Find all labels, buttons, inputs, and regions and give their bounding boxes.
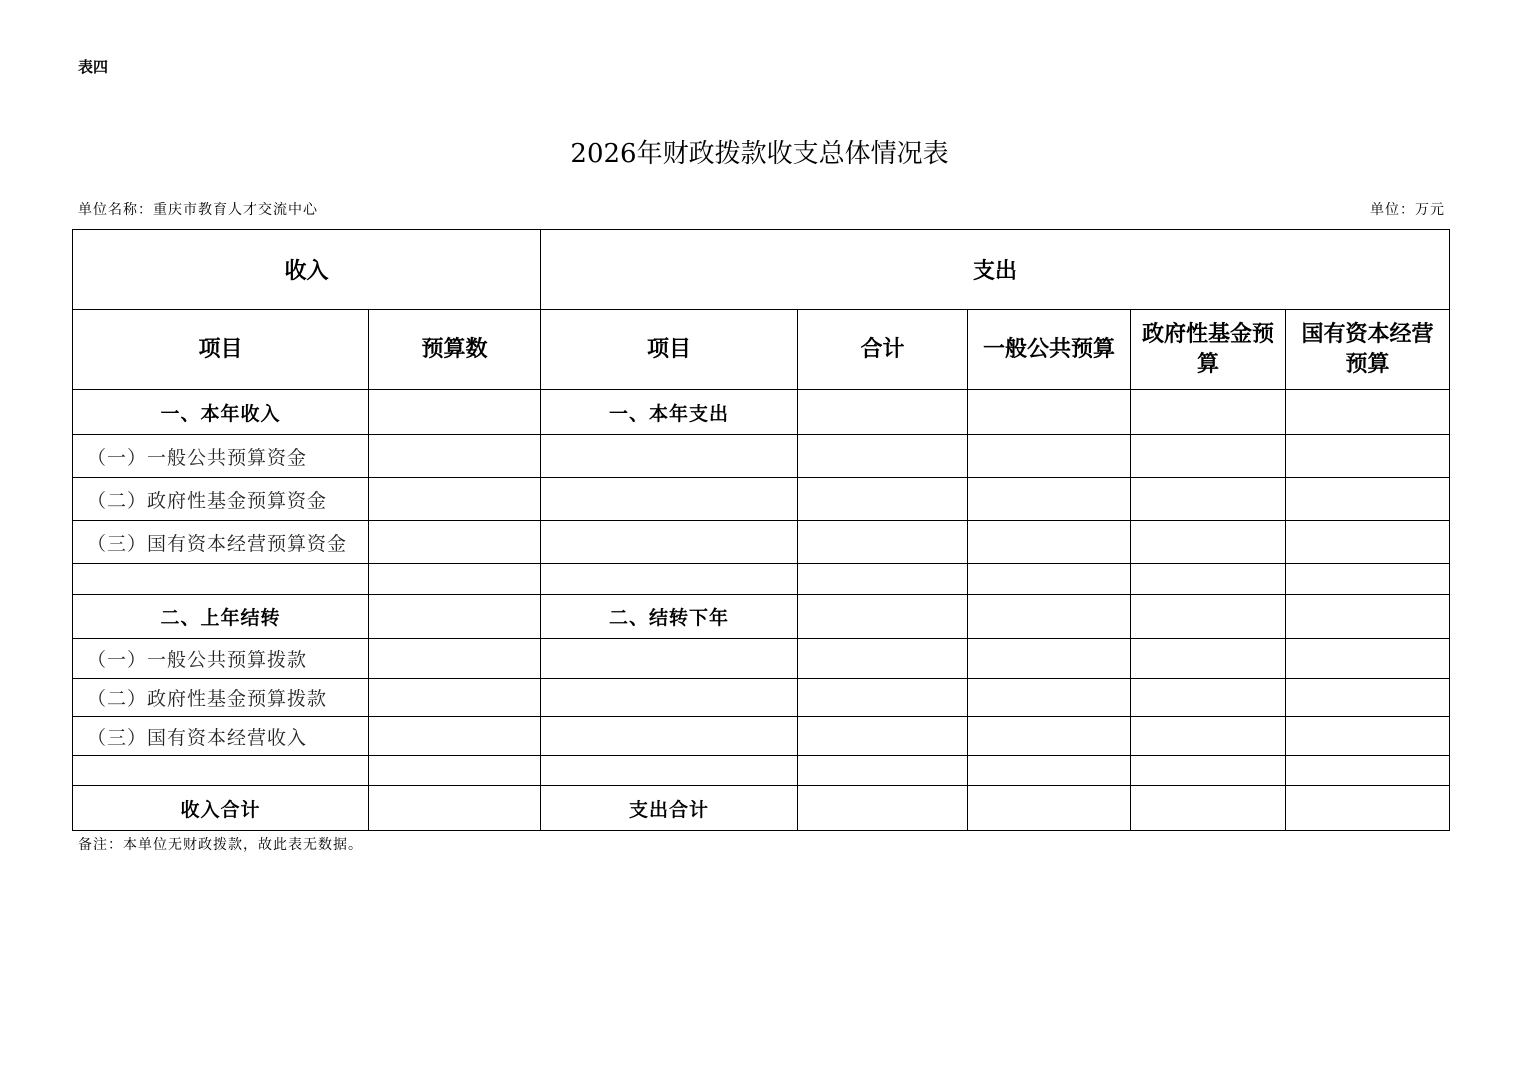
- empty-cell: [541, 756, 798, 786]
- empty-cell: [968, 521, 1131, 564]
- carry-state-capital-cell: （三）国有资本经营收入: [73, 717, 369, 756]
- total-header: 合计: [798, 310, 968, 390]
- empty-cell: [369, 595, 541, 639]
- empty-cell: [1131, 639, 1286, 679]
- empty-cell: [798, 564, 968, 595]
- expense-item-header: 项目: [541, 310, 798, 390]
- empty-cell: [1286, 786, 1450, 831]
- empty-cell: [1286, 679, 1450, 717]
- table-row: [73, 435, 1450, 478]
- empty-cell: [1131, 679, 1286, 717]
- empty-cell: [541, 717, 798, 756]
- empty-cell: [798, 521, 968, 564]
- unit-label: 单位：万元: [1370, 202, 1445, 218]
- empty-cell: [798, 717, 968, 756]
- state-capital-budget-header: 国有资本经营预算: [1286, 310, 1450, 390]
- empty-cell: [369, 639, 541, 679]
- income-general-cell: （一）一般公共预算资金: [73, 435, 369, 478]
- empty-cell: [1131, 595, 1286, 639]
- empty-cell: [369, 786, 541, 831]
- table-row: [73, 639, 1450, 679]
- income-gov-fund-cell: （二）政府性基金预算资金: [73, 478, 369, 521]
- empty-cell: [541, 679, 798, 717]
- empty-cell: [798, 595, 968, 639]
- income-current-year-cell: 一、本年收入: [73, 390, 369, 435]
- unit-name-label: 单位名称：重庆市教育人才交流中心: [78, 202, 318, 218]
- carry-general-cell: （一）一般公共预算拨款: [73, 639, 369, 679]
- empty-cell: [798, 679, 968, 717]
- expense-total-cell: 支出合计: [541, 786, 798, 831]
- empty-cell: [369, 390, 541, 435]
- table-row: [73, 564, 1450, 595]
- empty-cell: [798, 390, 968, 435]
- table-row: [73, 717, 1450, 756]
- table-row: [73, 521, 1450, 564]
- income-budget-header: 预算数: [369, 310, 541, 390]
- empty-cell: [1286, 756, 1450, 786]
- table-row: [73, 756, 1450, 786]
- expense-carry-next-cell: 二、结转下年: [541, 595, 798, 639]
- empty-cell: [968, 679, 1131, 717]
- empty-cell: [1131, 478, 1286, 521]
- empty-cell: [798, 786, 968, 831]
- empty-cell: [798, 756, 968, 786]
- table-label: 表四: [78, 58, 109, 76]
- empty-cell: [968, 786, 1131, 831]
- gov-fund-budget-header: 政府性基金预算: [1131, 310, 1286, 390]
- budget-table: [72, 229, 1450, 831]
- empty-cell: [369, 435, 541, 478]
- empty-cell: [369, 564, 541, 595]
- empty-cell: [1286, 717, 1450, 756]
- empty-cell: [541, 521, 798, 564]
- footnote: 备注：本单位无财政拨款，故此表无数据。: [78, 837, 363, 853]
- empty-cell: [798, 435, 968, 478]
- income-header: 收入: [73, 230, 541, 310]
- empty-cell: [1131, 564, 1286, 595]
- empty-cell: [968, 435, 1131, 478]
- empty-cell: [1131, 756, 1286, 786]
- page-title: 2026年财政拨款收支总体情况表: [570, 139, 949, 169]
- empty-cell: [968, 595, 1131, 639]
- empty-cell: [798, 639, 968, 679]
- table-row: [73, 390, 1450, 435]
- empty-cell: [369, 717, 541, 756]
- empty-cell: [541, 478, 798, 521]
- empty-cell: [1286, 435, 1450, 478]
- empty-cell: [1131, 390, 1286, 435]
- empty-cell: [968, 639, 1131, 679]
- table-row: [73, 595, 1450, 639]
- empty-cell: [1286, 564, 1450, 595]
- empty-cell: [369, 756, 541, 786]
- income-state-capital-cell: （三）国有资本经营预算资金: [73, 521, 369, 564]
- empty-cell: [1286, 595, 1450, 639]
- empty-cell: [1131, 435, 1286, 478]
- header-row-1: [73, 230, 1450, 310]
- empty-cell: [968, 756, 1131, 786]
- table-row: [73, 478, 1450, 521]
- income-total-cell: 收入合计: [73, 786, 369, 831]
- empty-cell: [541, 639, 798, 679]
- empty-cell: [1286, 639, 1450, 679]
- empty-cell: [1286, 390, 1450, 435]
- empty-cell: [369, 478, 541, 521]
- table-row: [73, 679, 1450, 717]
- empty-cell: [798, 478, 968, 521]
- income-item-header: 项目: [73, 310, 369, 390]
- empty-cell: [73, 756, 369, 786]
- empty-cell: [1131, 786, 1286, 831]
- carry-gov-fund-cell: （二）政府性基金预算拨款: [73, 679, 369, 717]
- empty-cell: [968, 717, 1131, 756]
- empty-cell: [541, 435, 798, 478]
- expense-current-year-cell: 一、本年支出: [541, 390, 798, 435]
- empty-cell: [369, 521, 541, 564]
- expense-header: 支出: [541, 230, 1450, 310]
- header-row-2: [73, 310, 1450, 390]
- empty-cell: [968, 390, 1131, 435]
- empty-cell: [73, 564, 369, 595]
- empty-cell: [1131, 717, 1286, 756]
- empty-cell: [968, 564, 1131, 595]
- empty-cell: [968, 478, 1131, 521]
- empty-cell: [1286, 521, 1450, 564]
- income-prev-carryover-cell: 二、上年结转: [73, 595, 369, 639]
- table-row: [73, 786, 1450, 831]
- empty-cell: [369, 679, 541, 717]
- empty-cell: [1286, 478, 1450, 521]
- empty-cell: [541, 564, 798, 595]
- general-budget-header: 一般公共预算: [968, 310, 1131, 390]
- empty-cell: [1131, 521, 1286, 564]
